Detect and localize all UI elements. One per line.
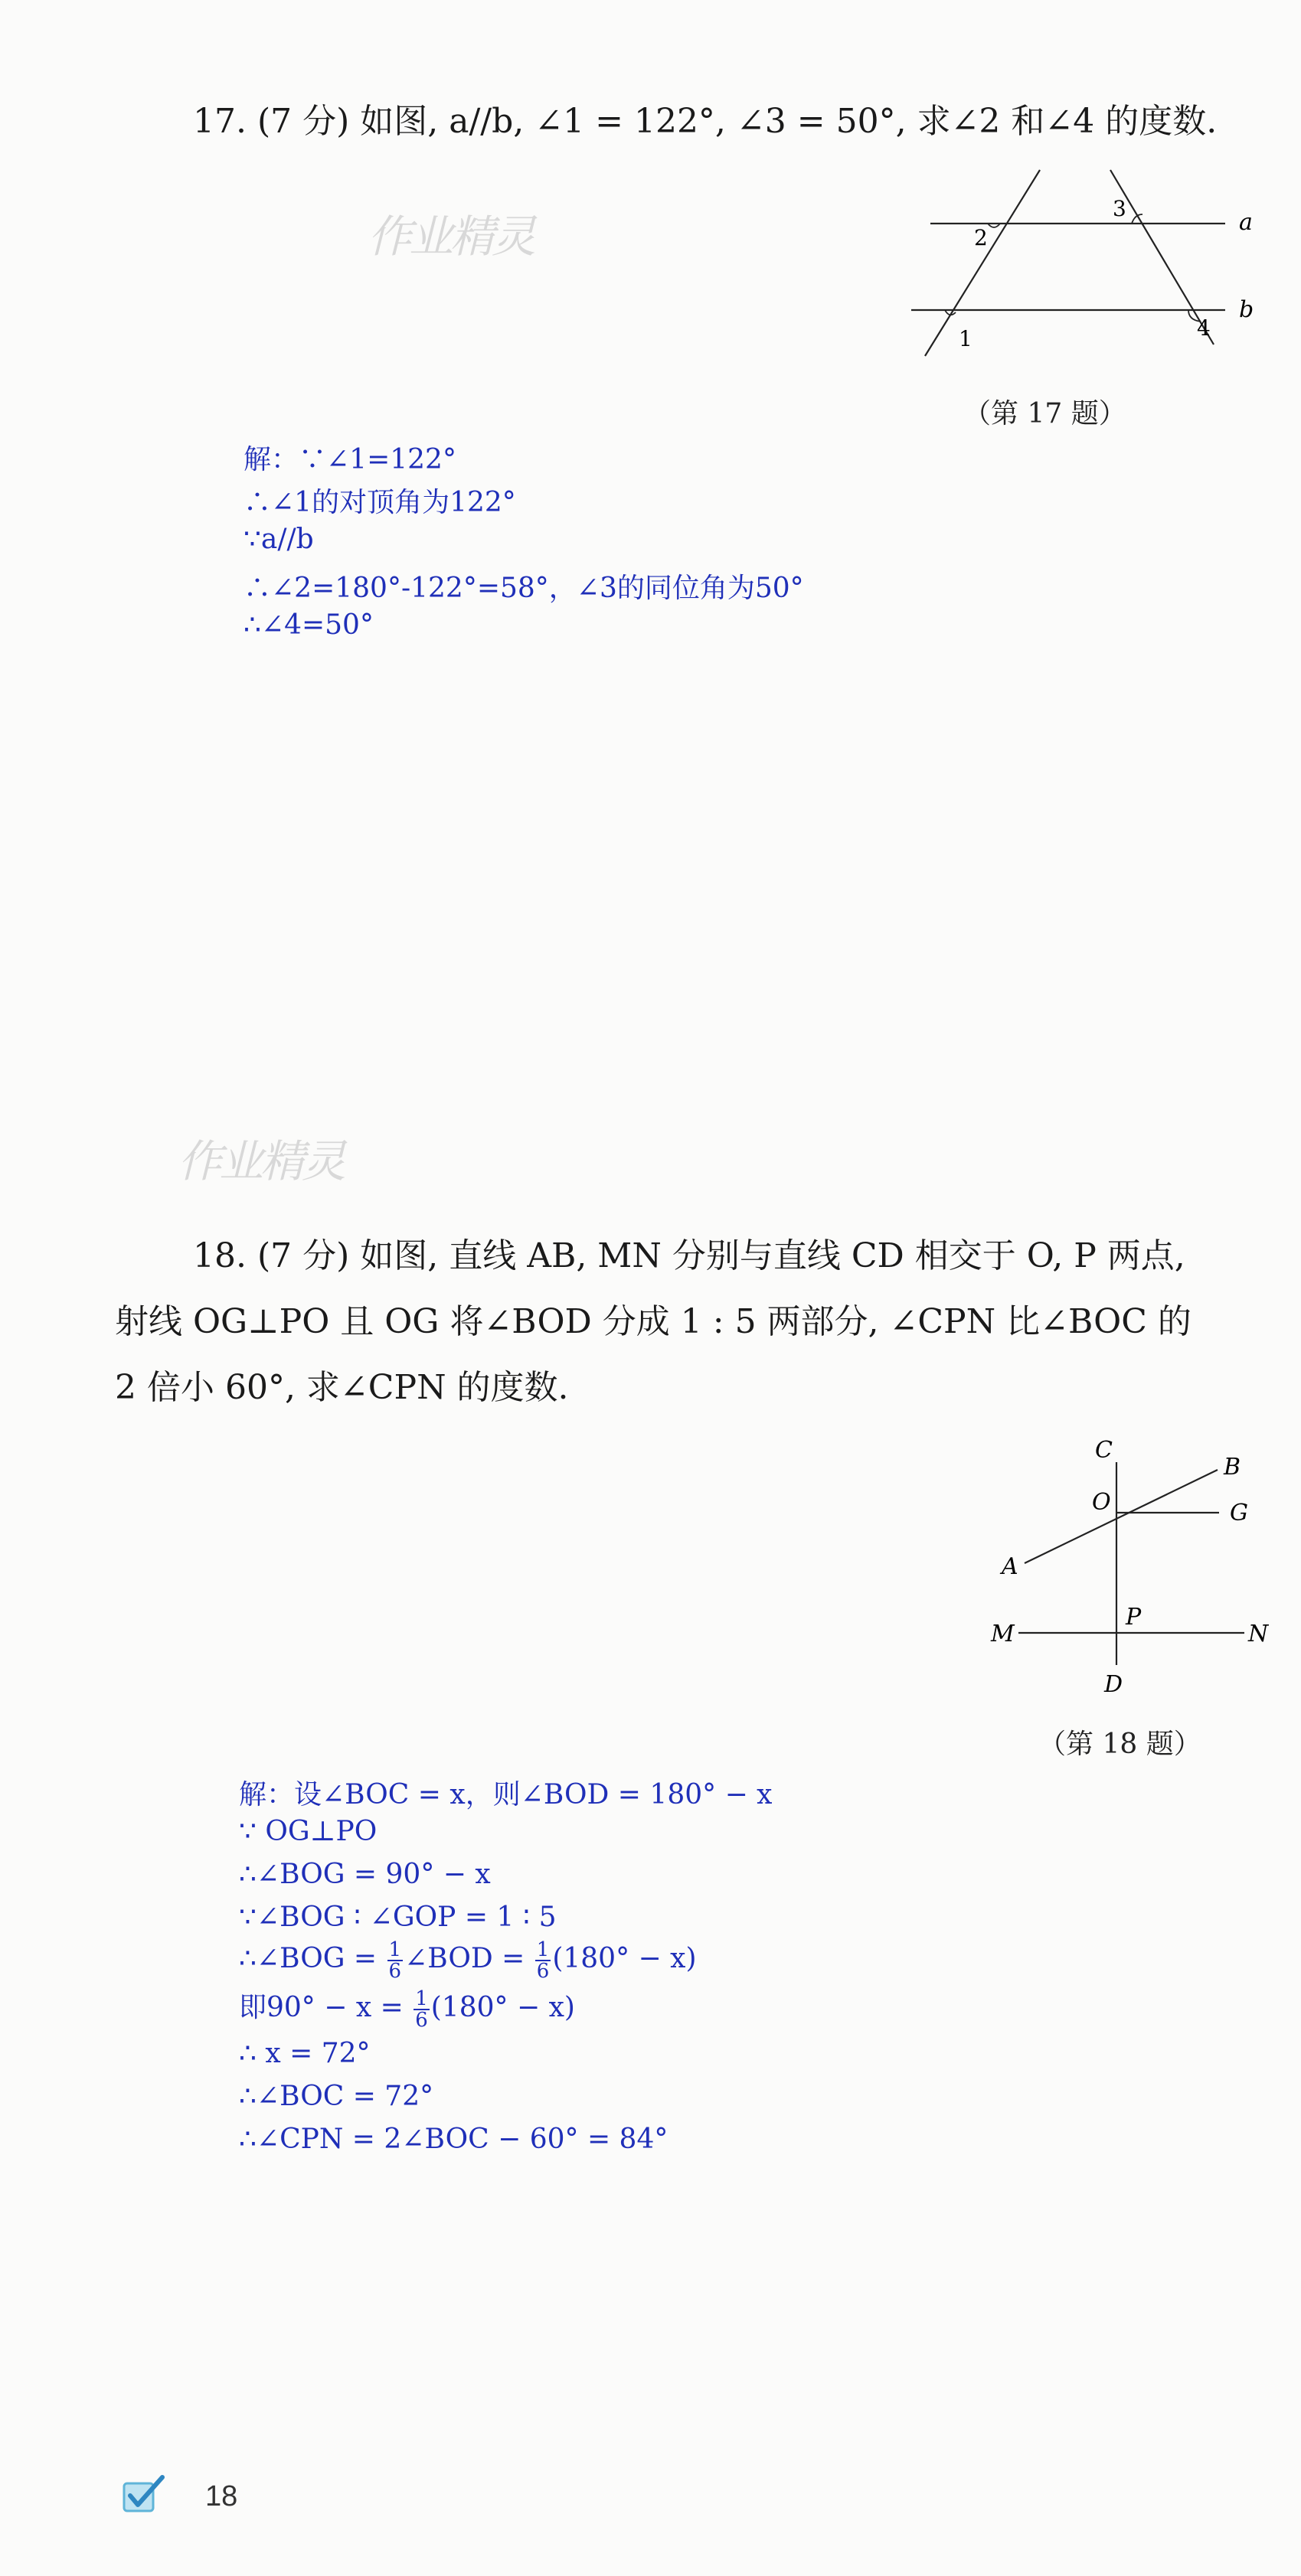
fraction-numerator: 1: [536, 1938, 550, 1961]
watermark: 作业精灵: [368, 211, 534, 263]
label-N: N: [1248, 1621, 1269, 1647]
solution-text: (180° − x): [430, 1992, 575, 2023]
solution-text: ∠BOD =: [404, 1943, 534, 1974]
label-3: 3: [1113, 196, 1126, 221]
label-D: D: [1104, 1671, 1123, 1698]
fraction-denominator: 6: [415, 2009, 428, 2032]
checkbox-logo-icon: [121, 2473, 168, 2516]
solution-line: ∵∠BOG ∶ ∠GOP = 1 ∶ 5: [239, 1902, 557, 1933]
solution-line: [239, 1986, 575, 2030]
label-a: a: [1239, 209, 1253, 236]
page-number: 18: [205, 2480, 238, 2512]
solution-line: ∵ OG⊥PO: [239, 1816, 378, 1847]
fraction-denominator: 6: [388, 1960, 402, 1983]
fraction-denominator: 6: [536, 1960, 550, 1983]
solution-line: 解：∵∠1=122°: [244, 444, 456, 475]
label-B: B: [1224, 1454, 1241, 1481]
solution-17: [244, 438, 933, 668]
solution-line: ∴∠CPN = 2∠BOC − 60° = 84°: [239, 2124, 668, 2155]
label-4: 4: [1197, 315, 1211, 341]
fraction-numerator: 1: [415, 1987, 428, 2010]
figure-18-caption: （第 18 题）: [1038, 1729, 1201, 1760]
question-18-line2: 射线 OG⊥PO 且 OG 将∠BOD 分成 1 : 5 两部分, ∠CPN 比∠BOC 的: [115, 1302, 1191, 1341]
figure-17-caption: （第 17 题）: [963, 398, 1126, 429]
question-17-text: 17. (7 分) 如图, a//b, ∠1 = 122°, ∠3 = 50°, 求∠2 和∠4 的度数.: [193, 102, 1218, 141]
solution-text: 即90° − x =: [239, 1992, 413, 2023]
solution-line: ∴∠4=50°: [244, 609, 374, 641]
solution-line: ∴∠1的对顶角为122°: [244, 487, 516, 518]
figure-17: [904, 161, 1271, 367]
solution-line: ∴ x = 72°: [239, 2038, 371, 2069]
fraction: [414, 1989, 430, 2030]
solution-line: ∴∠BOC = 72°: [239, 2081, 434, 2112]
label-G: G: [1230, 1500, 1248, 1526]
question-18-line3: 2 倍小 60°, 求∠CPN 的度数.: [115, 1368, 569, 1407]
fraction: [387, 1940, 404, 1981]
label-b: b: [1239, 296, 1254, 323]
label-2: 2: [974, 225, 988, 250]
fraction-numerator: 1: [388, 1938, 402, 1961]
label-1: 1: [959, 326, 972, 351]
fraction: [535, 1940, 551, 1981]
solution-line: ∴∠BOG = 90° − x: [239, 1859, 491, 1890]
solution-18: [239, 1773, 1005, 2171]
figure-18: [965, 1432, 1271, 1707]
solution-line: ∵a//b: [244, 524, 314, 555]
solution-text: ∴∠BOG =: [239, 1943, 386, 1974]
label-P: P: [1126, 1604, 1142, 1631]
question-18-line1: 18. (7 分) 如图, 直线 AB, MN 分别与直线 CD 相交于 O, P 两点,: [193, 1236, 1185, 1275]
label-A: A: [1002, 1553, 1018, 1580]
solution-text: (180° − x): [552, 1943, 697, 1974]
solution-line: ∴∠2=180°-122°=58°，∠3的同位角为50°: [244, 573, 804, 604]
label-M: M: [991, 1621, 1015, 1647]
label-O: O: [1092, 1489, 1111, 1516]
watermark: 作业精灵: [178, 1135, 344, 1187]
solution-line: 解：设∠BOC = x，则∠BOD = 180° − x: [239, 1779, 773, 1810]
solution-line: [239, 1940, 696, 1981]
label-C: C: [1095, 1437, 1113, 1464]
